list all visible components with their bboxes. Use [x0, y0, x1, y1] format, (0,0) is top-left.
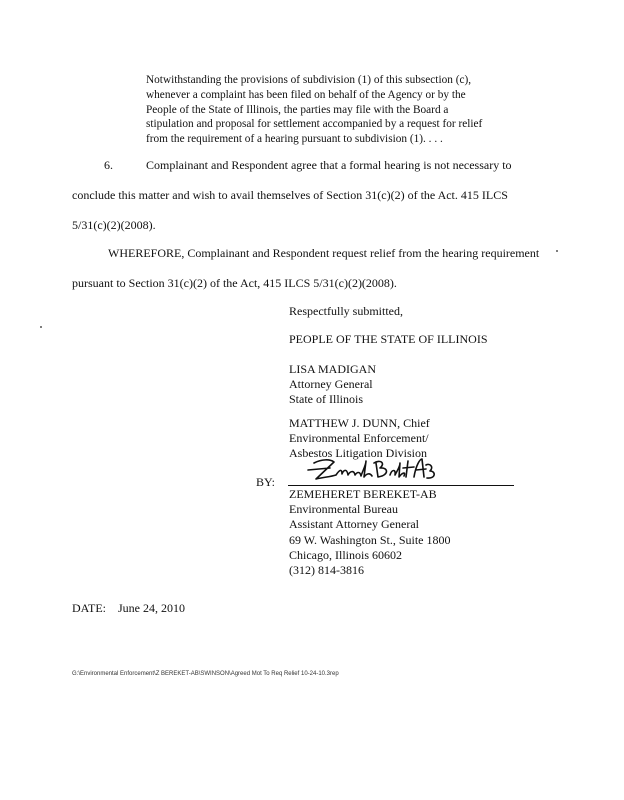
paragraph-number: 6.	[104, 158, 113, 172]
respectfully-submitted: Respectfully submitted,	[289, 304, 403, 318]
attorney-general-block	[289, 362, 376, 408]
quote-line: People of the State of Illinois, the parties may file with the Board a	[146, 103, 449, 116]
signer-address-1: 69 W. Washington St., Suite 1800	[289, 532, 451, 547]
file-path-footer: G:\Environmental Enforcement\Z BEREKET-AB\SWINSON\Agreed Mot To Req Relief 10-24-10.3rep	[72, 671, 339, 677]
signer-title: Assistant Attorney General	[289, 517, 419, 532]
wherefore-line-1: WHEREFORE, Complainant and Respondent request relief from the hearing requirement	[108, 246, 540, 260]
by-label: BY:	[256, 475, 275, 489]
quote-line: from the requirement of a hearing pursuant to subdivision (1). . . .	[146, 133, 443, 146]
chief-line-2: Environmental Enforcement/	[289, 431, 429, 446]
ag-title: Attorney General	[289, 377, 373, 392]
paragraph-6-line-2: conclude this matter and wish to avail themselves of Section 31(c)(2) of the Act. 415 ILCS	[72, 188, 508, 202]
date-label: DATE:	[72, 601, 106, 615]
signer-name: ZEMEHERET BEREKET-AB	[289, 487, 437, 501]
signer-phone: (312) 814-3816	[289, 563, 364, 578]
quote-line: Notwithstanding the provisions of subdivision (1) of this subsection (c),	[146, 74, 472, 86]
paragraph-6-line-1: Complainant and Respondent agree that a formal hearing is not necessary to	[146, 158, 512, 172]
party-name: PEOPLE OF THE STATE OF ILLINOIS	[289, 332, 488, 346]
signer-bureau: Environmental Bureau	[289, 502, 398, 517]
paragraph-6-line-3: 5/31(c)(2)(2008).	[72, 218, 156, 232]
quote-line: stipulation and proposal for settlement accompanied by a request for relief	[146, 118, 483, 131]
signer-address-2: Chicago, Illinois 60602	[289, 547, 402, 562]
signer-block	[289, 487, 451, 578]
ag-state: State of Illinois	[289, 392, 363, 407]
chief-name: MATTHEW J. DUNN, Chief	[289, 416, 430, 430]
signature-line	[288, 485, 514, 486]
statute-quote	[146, 73, 536, 147]
quote-line: whenever a complaint has been filed on behalf of the Agency or by the	[146, 88, 466, 101]
wherefore-line-2: pursuant to Section 31(c)(2) of the Act, 415 ILCS 5/31(c)(2)(2008).	[72, 276, 397, 290]
date-value: June 24, 2010	[118, 601, 185, 615]
chief-line-3: Asbestos Litigation Division	[289, 446, 427, 461]
scan-speck	[556, 250, 558, 252]
ag-name: LISA MADIGAN	[289, 362, 376, 376]
scan-speck	[40, 326, 42, 328]
